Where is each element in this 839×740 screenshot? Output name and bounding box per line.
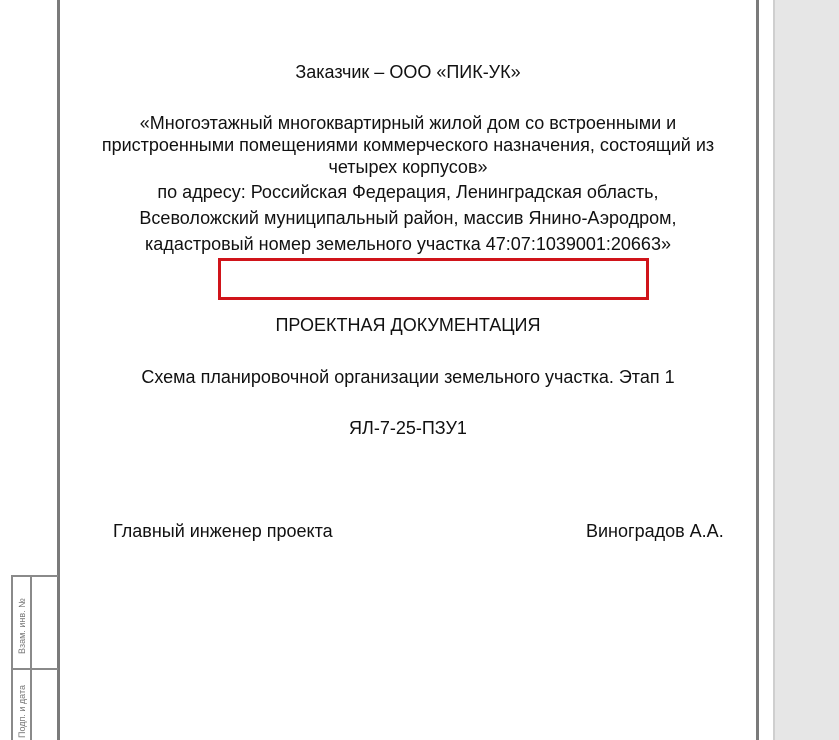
section-title: Схема планировочной организации земельного участка. Этап 1 bbox=[141, 367, 675, 387]
stamp-divider-horizontal bbox=[11, 668, 58, 670]
side-background-pane bbox=[773, 0, 839, 740]
address-line-2: Всеволожский муниципальный район, массив Янино-Аэродром, bbox=[139, 208, 677, 228]
object-line-3: четырех корпусов» bbox=[328, 157, 488, 177]
highlight-box bbox=[218, 258, 649, 300]
address-line-3: кадастровый номер земельного участка 47:07:1039001:20663» bbox=[145, 234, 671, 254]
signer-name: Виноградов А.А. bbox=[586, 521, 724, 541]
address-line-1: по адресу: Российская Федерация, Ленинградская область, bbox=[157, 182, 659, 202]
object-line-2: пристроенными помещениями коммерческого назначения, состоящий из bbox=[101, 135, 715, 155]
frame-right-border bbox=[756, 0, 759, 740]
doc-type-heading: ПРОЕКТНАЯ ДОКУМЕНТАЦИЯ bbox=[275, 315, 541, 335]
document-code: ЯЛ-7-25-ПЗУ1 bbox=[349, 418, 467, 438]
customer-line: Заказчик – ООО «ПИК-УК» bbox=[295, 62, 521, 82]
stamp-divider-vertical bbox=[30, 575, 32, 740]
stamp-label-signature-date: Подп. и дата bbox=[17, 684, 27, 738]
signer-role: Главный инженер проекта bbox=[113, 521, 333, 541]
object-line-1: «Многоэтажный многоквартирный жилой дом со встроенными и bbox=[139, 113, 677, 133]
stamp-label-inventory: Взам. инв. № bbox=[17, 598, 27, 654]
